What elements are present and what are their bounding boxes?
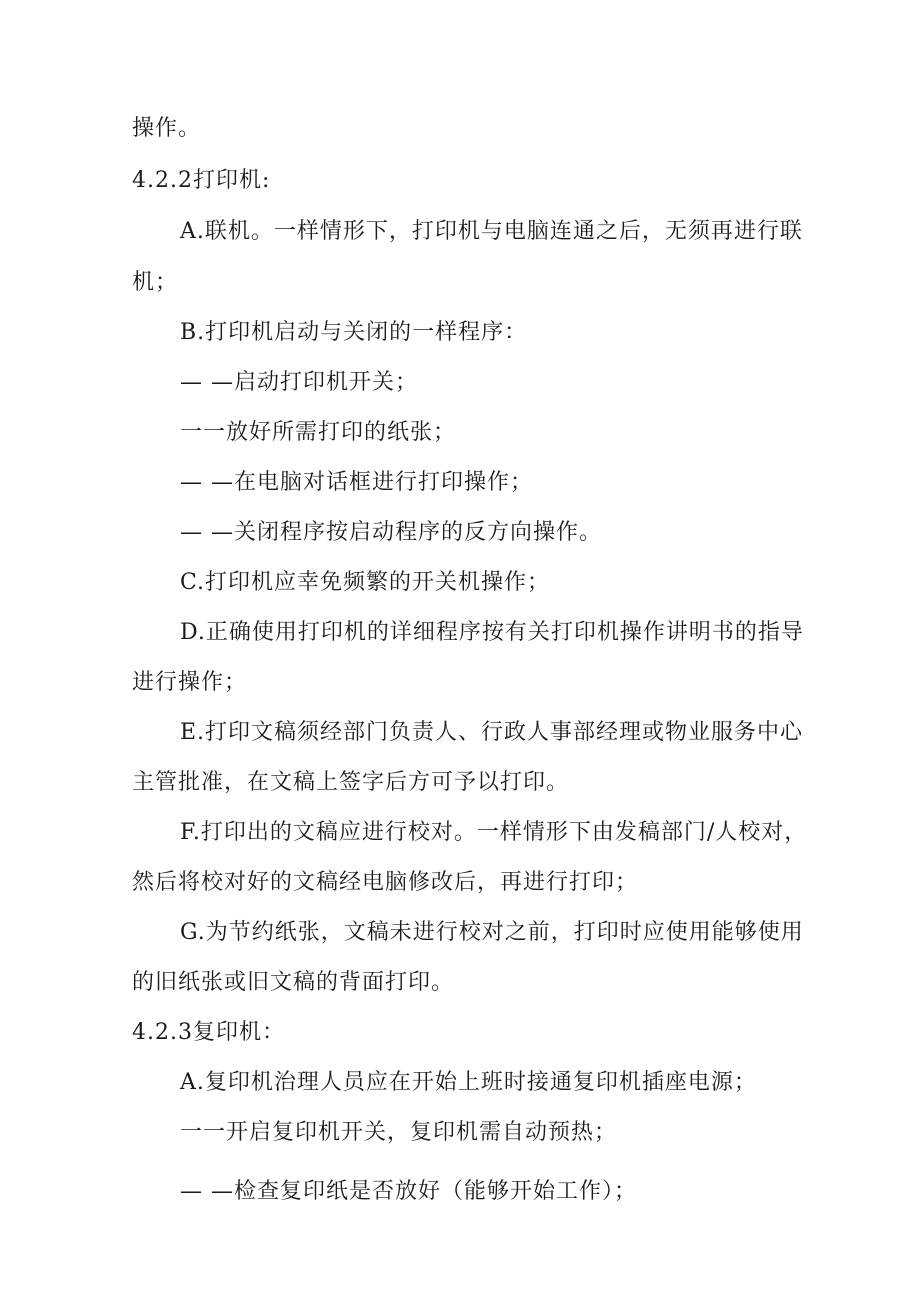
text-line: C.打印机应幸免频繁的开关机操作； [180,570,551,595]
text-line: 机； [132,270,179,295]
text-line: 主管批准，在文稿上签字后方可予以打印。 [132,770,570,795]
text-line: 一一放好所需打印的纸张； [180,420,457,445]
text-line: — —关闭程序按启动程序的反方向操作。 [180,520,602,545]
text-line: F.打印出的文稿应进行校对。一样情形下由发稿部门/人校对， [180,820,808,845]
text-line: — —检查复印纸是否放好（能够开始工作）； [180,1179,637,1204]
section-heading-4-2-2: 4.2.2打印机: [132,168,271,193]
text-line: A.复印机治理人员应在开始上班时接通复印机插座电源； [180,1070,757,1095]
text-line: G.为节约纸张，文稿未进行校对之前，打印时应使用能够使用 [180,920,804,945]
text-line: A.联机。一样情形下，打印机与电脑连通之后，无须再进行联 [180,219,803,244]
text-line: — —启动打印机开关； [180,370,418,395]
text-line: 一一开启复印机开关，复印机需自动预热； [180,1120,618,1145]
text-line: 的旧纸张或旧文稿的背面打印。 [132,970,455,995]
text-line: B.打印机启动与关闭的一样程序： [180,320,528,345]
text-line: 然后将校对好的文稿经电脑修改后，再进行打印； [132,870,639,895]
text-line: E.打印文稿须经部门负责人、行政人事部经理或物业服务中心 [180,720,804,745]
text-line: D.正确使用打印机的详细程序按有关打印机操作讲明书的指导 [180,620,804,645]
section-heading-4-2-3: 4.2.3复印机： [132,1020,285,1045]
text-line: 操作。 [132,116,202,141]
text-line: 进行操作； [132,670,248,695]
text-line: — —在电脑对话框进行打印操作； [180,470,533,495]
